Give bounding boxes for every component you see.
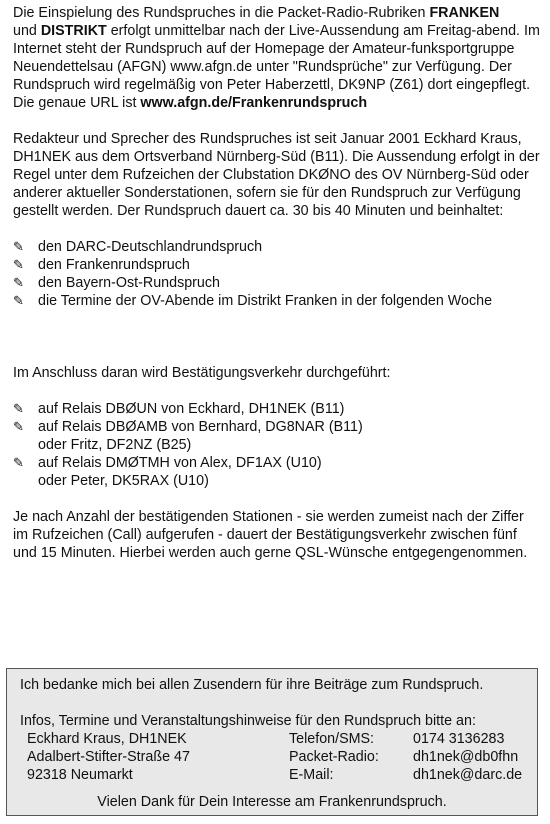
- contact-street: Adalbert-Stifter-Straße 47: [27, 749, 190, 765]
- list-item: ✎ den DARC-Deutschlandrundspruch: [13, 239, 263, 255]
- contact-email[interactable]: dh1nek@darc.de: [413, 767, 523, 783]
- pencil-icon: ✎: [13, 275, 24, 290]
- confirm-intro: Im Anschluss daran wird Bestätigungsverkehr durchgeführt:: [13, 365, 391, 381]
- spacer: [13, 310, 540, 364]
- contact-row: [27, 766, 537, 784]
- contact-label: Telefon/SMS:: [289, 731, 375, 747]
- relay-item: ✎ auf Relais DMØTMH von Alex, DF1AX (U10): [13, 455, 322, 471]
- editor-paragraph: Redakteur und Sprecher des Rundspruches ist seit Januar 2001 Eckhard Kraus, DH1NEK aus dem Ortsverband Nürnberg-Süd (B11). Die Aussendung erfolgt in der Regel unter dem Rufzeichen der Clubstation DKØNO des OV Nürnberg-Süd oder anderer aktueller Sonderstationen, sofern sie für den Rundspruch zur Verfügung gestellt werden. Der Rundspruch dauert ca. 30 bis 40 Minuten und beinhaltet:: [13, 131, 540, 219]
- pencil-icon: ✎: [13, 455, 24, 470]
- intro-paragraph: [13, 4, 540, 112]
- pencil-icon: ✎: [13, 293, 24, 308]
- intro-text-2: und: [13, 23, 41, 39]
- intro-text-1: Die Einspielung des Rundspruches in die Packet-Radio-Rubriken: [13, 5, 430, 21]
- document-body: [13, 4, 540, 562]
- contact-city: 92318 Neumarkt: [27, 767, 133, 783]
- relay-list: [13, 400, 540, 490]
- contents-list: [13, 238, 540, 310]
- footer-info: Infos, Termine und Veranstaltungshinweise für den Rundspruch bitte an:: [20, 713, 476, 729]
- pencil-icon: ✎: [13, 419, 24, 434]
- relay-item: ✎ auf Relais DBØAMB von Bernhard, DG8NAR (B11): [13, 419, 363, 435]
- relay-item: ✎ auf Relais DBØUN von Eckhard, DH1NEK (B11): [13, 401, 345, 417]
- contact-label: Packet-Radio:: [289, 749, 379, 765]
- footer-thanks: Ich bedanke mich bei allen Zusendern für ihre Beiträge zum Rundspruch.: [20, 677, 484, 693]
- list-item: ✎ die Termine der OV-Abende im Distrikt Franken in der folgenden Woche: [13, 293, 493, 309]
- relay-continuation: oder Peter, DK5RAX (U10): [38, 473, 209, 489]
- intro-text-3: erfolgt unmittelbar nach der Live-Aussendung am Freitag-abend. Im Internet steht der Rundspruch auf der Homepage der Amateur-funksportgruppe Neuendettelsau (AFGN) www.afgn.de unter "Rundsprüche" zur Verfügung. Der Rundspruch wird regelmäßig von Peter Haberzettl, DK9NP (Z61) dort eingepflegt.: [13, 23, 540, 93]
- contact-name: Eckhard Kraus, DH1NEK: [27, 731, 187, 747]
- relay-continuation: oder Fritz, DF2NZ (B25): [38, 437, 192, 453]
- duration-paragraph: Je nach Anzahl der bestätigenden Stationen - sie werden zumeist nach der Ziffer im Rufzeichen (Call) aufgerufen - dauert der Bestätigungsverkehr zwischen fünf und 15 Minuten. Hierbei werden auch gerne QSL-Wünsche entgegengenommen.: [13, 509, 528, 561]
- contact-label: E-Mail:: [289, 767, 334, 783]
- list-item: ✎ den Bayern-Ost-Rundspruch: [13, 275, 220, 291]
- contact-row: [27, 730, 537, 748]
- pencil-icon: ✎: [13, 239, 24, 254]
- rubric-distrikt: DISTRIKT: [40, 23, 107, 39]
- footer-closing: Vielen Dank für Dein Interesse am Frankenrundspruch.: [97, 794, 447, 810]
- contact-packet-radio[interactable]: dh1nek@db0fhn: [413, 749, 519, 765]
- list-item: ✎ den Frankenrundspruch: [13, 257, 190, 273]
- footer-box: [6, 668, 538, 816]
- contact-grid: [27, 730, 537, 784]
- rubric-franken: FRANKEN: [429, 5, 500, 21]
- pencil-icon: ✎: [13, 401, 24, 416]
- intro-url[interactable]: www.afgn.de/Frankenrundspruch: [140, 95, 368, 111]
- contact-row: [27, 748, 537, 766]
- contact-phone[interactable]: 0174 3136283: [413, 731, 505, 747]
- pencil-icon: ✎: [13, 257, 24, 272]
- intro-url-label: Die genaue URL ist: [13, 95, 141, 111]
